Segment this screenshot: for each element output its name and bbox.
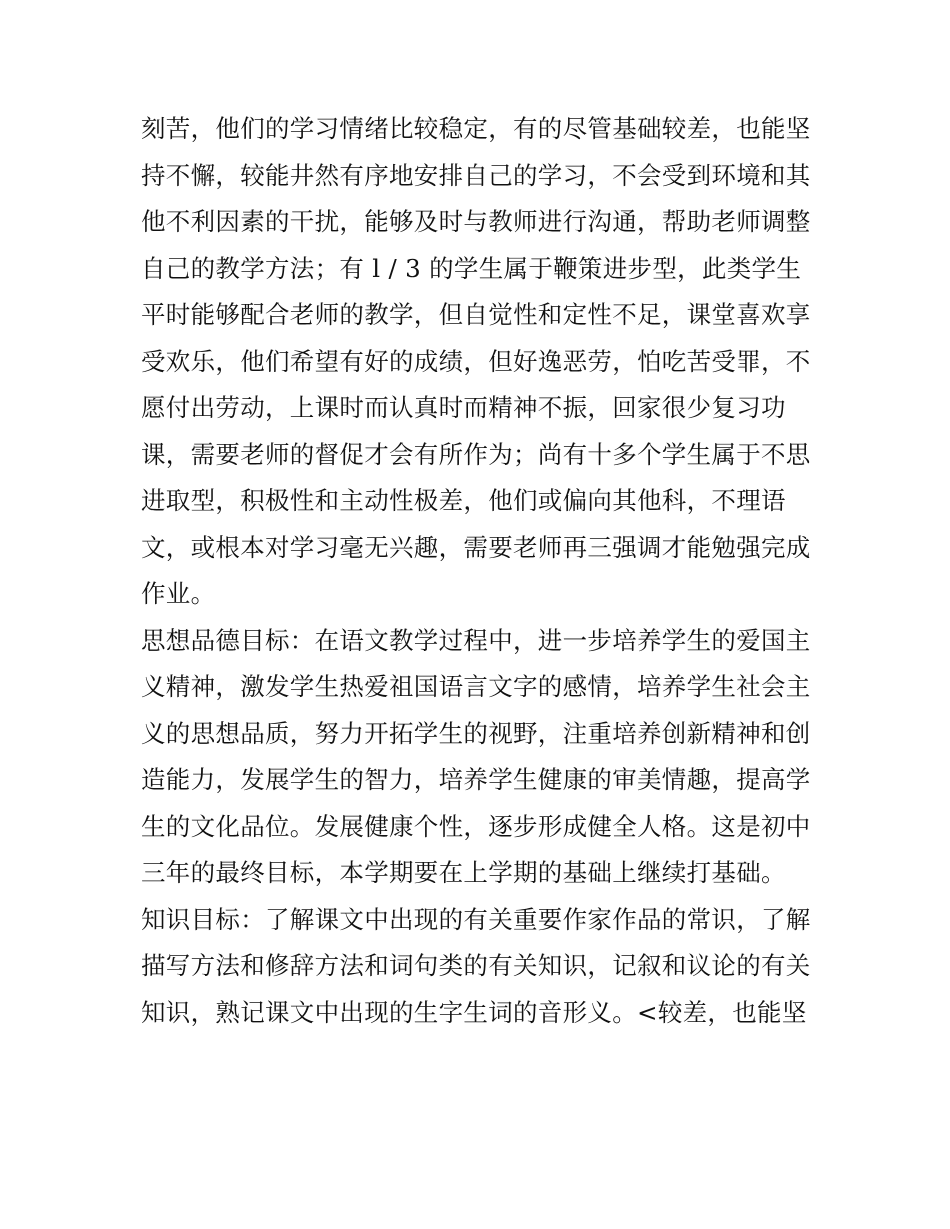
text-line: 造能力，发展学生的智力，培养学生健康的审美情趣，提高学	[141, 765, 811, 794]
text-line: 描写方法和修辞方法和词句类的有关知识，记叙和议论的有关	[141, 951, 811, 980]
text-line: 义精神，激发学生热爱祖国语言文字的感情，培养学生社会主	[141, 672, 811, 701]
text-line: 自己的教学方法；有 l / 3 的学生属于鞭策进步型，此类学生	[141, 253, 802, 283]
document-body	[141, 106, 821, 1036]
text-line: 持不懈，较能井然有序地安排自己的学习，不会受到环境和其	[141, 160, 811, 190]
text-line: 受欢乐，他们希望有好的成绩，但好逸恶劳，怕吃苦受罪，不	[141, 346, 811, 376]
text-line: 义的思想品质，努力开拓学生的视野，注重培养创新精神和创	[141, 718, 811, 748]
text-line: 平时能够配合老师的教学，但自觉性和定性不足，课堂喜欢享	[141, 300, 811, 329]
text-line: 知识，熟记课文中出现的生字生词的音形义。<较差，也能坚	[141, 997, 807, 1027]
text-line: 生的文化品位。发展健康个性，逐步形成健全人格。这是初中	[141, 811, 811, 841]
text-line: 知识目标：了解课文中出现的有关重要作家作品的常识，了解	[141, 904, 811, 934]
text-line: 文，或根本对学习毫无兴趣，需要老师再三强调才能勉强完成	[141, 532, 811, 562]
text-line: 思想品德目标：在语文教学过程中，进一步培养学生的爱国主	[141, 625, 811, 655]
text-line: 作业。	[141, 579, 216, 608]
text-line: 刻苦，他们的学习情绪比较稳定，有的尽管基础较差，也能坚	[141, 114, 811, 143]
text-line: 愿付出劳动，上课时而认真时而精神不振，回家很少复习功	[141, 393, 786, 422]
text-line: 进取型，积极性和主动性极差，他们或偏向其他科，不理语	[141, 486, 786, 515]
text-line: 他不利因素的干扰，能够及时与教师进行沟通，帮助老师调整	[141, 207, 811, 236]
text-line: 课，需要老师的督促才会有所作为；尚有十多个学生属于不思	[141, 439, 811, 469]
text-line: 三年的最终目标，本学期要在上学期的基础上继续打基础。	[141, 858, 786, 887]
